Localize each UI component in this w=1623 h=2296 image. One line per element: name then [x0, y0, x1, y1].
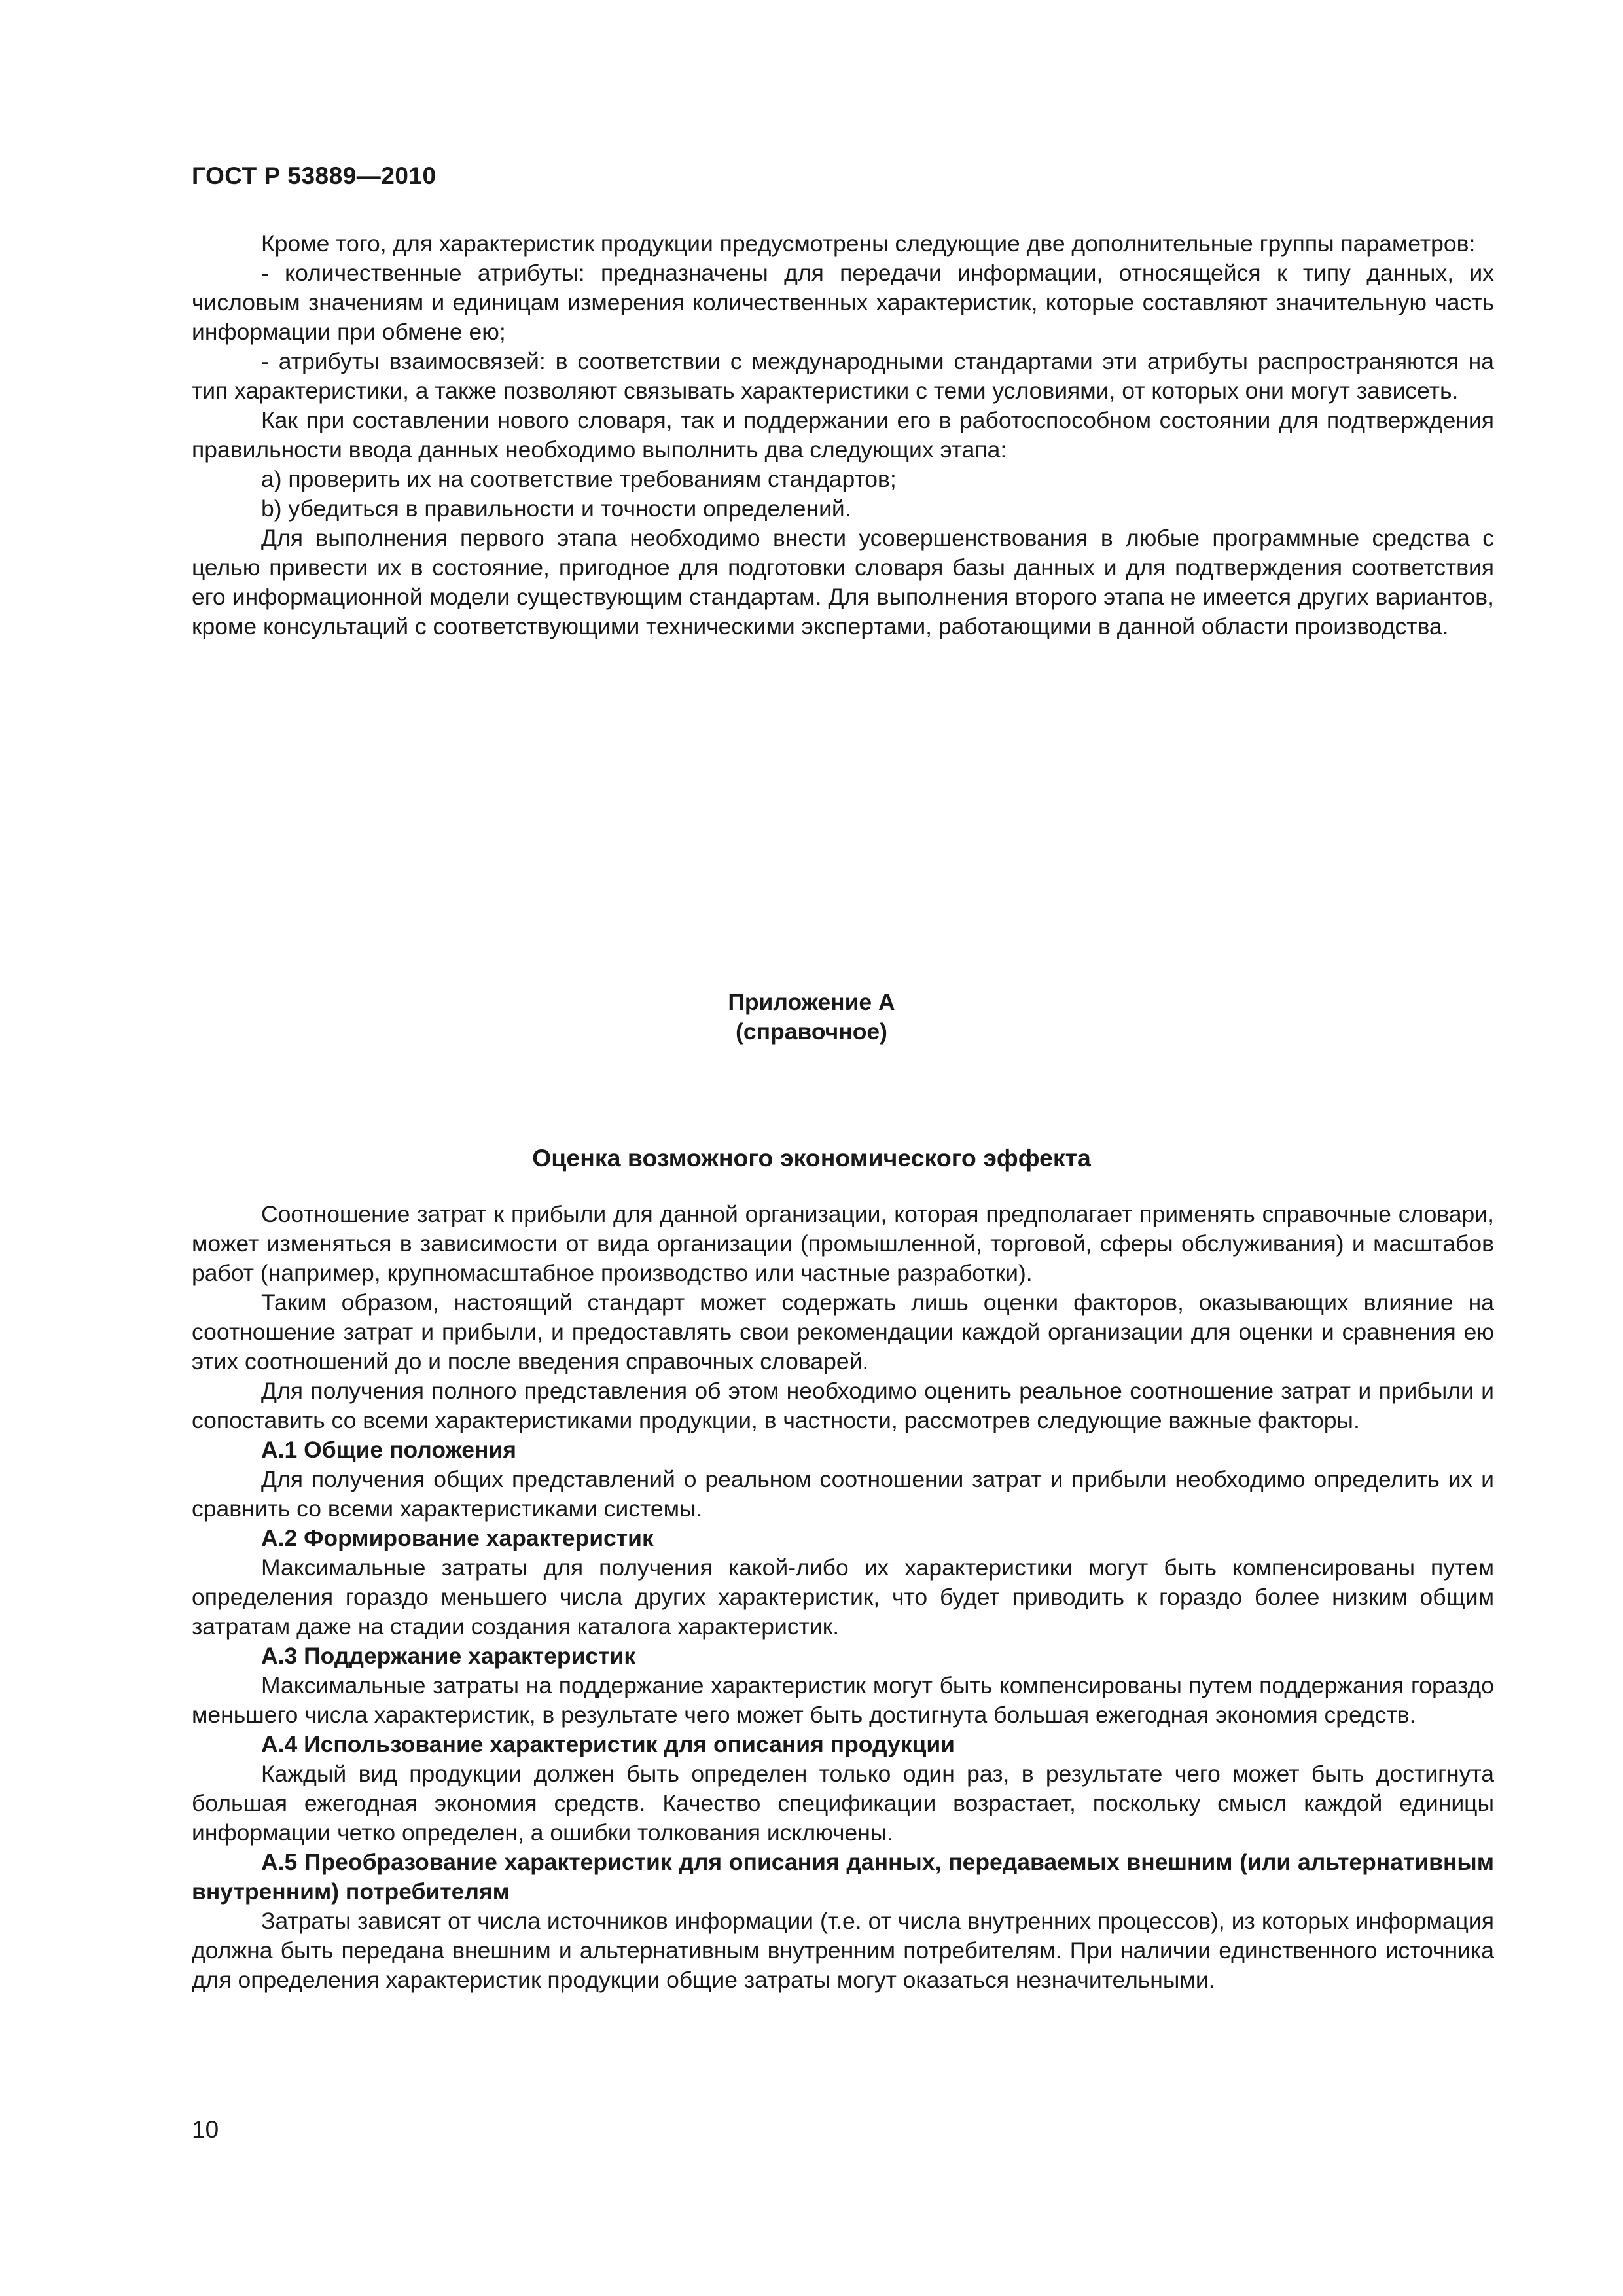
subsection-heading: А.1 Общие положения: [261, 1437, 516, 1463]
body-text-bottom: [192, 1200, 1494, 1995]
paragraph: - количественные атрибуты: предназначены для передачи информации, относящейся к типу данных, их числовым значениям и единицам измерения количественных характеристик, которые составляют значительную часть информации при обмене ею;: [192, 260, 1494, 345]
paragraph: Для получения полного представления об этом необходимо оценить реальное соотношение затрат и прибыли и сопоставить со всеми характеристиками продукции, в частности, рассмотрев следующие важные факторы.: [192, 1378, 1494, 1433]
appendix-subtitle: (справочное): [736, 1018, 887, 1045]
section-title: Оценка возможного экономического эффекта: [532, 1144, 1091, 1172]
page-number: 10: [192, 2116, 219, 2143]
paragraph: - атрибуты взаимосвязей: в соответствии с международными стандартами эти атрибуты распространяются на тип характеристики, а также позволяют связывать характеристики с теми условиями, от которых они могут зависеть.: [192, 348, 1494, 404]
paragraph: Затраты зависят от числа источников информации (т.е. от числа внутренних процессов), из которых информация должна быть передана внешним и альтернативным внутренним потребителям. При наличии единственного источника для определения характеристик продукции общие затраты могут оказаться незначительными.: [192, 1908, 1494, 1993]
paragraph: Как при составлении нового словаря, так и поддержании его в работоспособном состоянии для подтверждения правильности ввода данных необходимо выполнить два следующих этапа:: [192, 407, 1494, 463]
paragraph: Для выполнения первого этапа необходимо внести усовершенствования в любые программные средства с целью привести их в состояние, пригодное для подготовки словаря базы данных и для подтверждения соответствия его информационной модели существующим стандартам. Для выполнения второго этапа не имеется других вариантов, кроме консультаций с соответствующими техническими экспертами, работающими в данной области производства.: [192, 525, 1494, 639]
subsection-heading: А.3 Поддержание характеристик: [261, 1643, 636, 1669]
paragraph: Кроме того, для характеристик продукции предусмотрены следующие две дополнительные группы параметров:: [261, 230, 1476, 257]
list-item: b) убедиться в правильности и точности определений.: [261, 495, 851, 522]
paragraph: Каждый вид продукции должен быть определен только один раз, в результате чего может быть достигнута большая ежегодная экономия средств. Качество спецификации возрастает, поскольку смысл каждой единицы информации четко определен, а ошибки толкования исключены.: [192, 1761, 1494, 1846]
paragraph: Максимальные затраты для получения какой-либо их характеристики могут быть компенсированы путем определения гораздо меньшего числа других характеристик, что будет приводить к гораздо более низким общим затратам даже на стадии создания каталога характеристик.: [192, 1554, 1494, 1640]
subsection-heading: А.2 Формирование характеристик: [261, 1525, 654, 1551]
list-item: a) проверить их на соответствие требованиям стандартов;: [261, 466, 897, 492]
paragraph: Соотношение затрат к прибыли для данной организации, которая предполагает применять справочные словари, может изменяться в зависимости от вида организации (промышленной, торговой, сферы обслуживания) и масштабов работ (например, крупномасштабное производство или частные разработки).: [192, 1201, 1494, 1286]
subsection-heading: А.5 Преобразование характеристик для описания данных, передаваемых внешним (или альтернативным внутренним) потребителям: [192, 1849, 1494, 1905]
appendix-title: Приложение А: [728, 989, 895, 1015]
standard-number-header: ГОСТ Р 53889—2010: [192, 162, 437, 189]
body-text-top: [192, 229, 1494, 641]
paragraph: Для получения общих представлений о реальном соотношении затрат и прибыли необходимо определить их и сравнить со всеми характеристиками системы.: [192, 1466, 1494, 1522]
subsection-heading: А.4 Использование характеристик для описания продукции: [261, 1731, 955, 1757]
paragraph: Максимальные затраты на поддержание характеристик могут быть компенсированы путем поддержания гораздо меньшего числа характеристик, в результате чего может быть достигнута большая ежегодная экономия средств.: [192, 1672, 1494, 1728]
paragraph: Таким образом, настоящий стандарт может содержать лишь оценки факторов, оказывающих влияние на соотношение затрат и прибыли, и предоставлять свои рекомендации каждой организации для оценки и сравнения ею этих соотношений до и после введения справочных словарей.: [192, 1289, 1494, 1374]
